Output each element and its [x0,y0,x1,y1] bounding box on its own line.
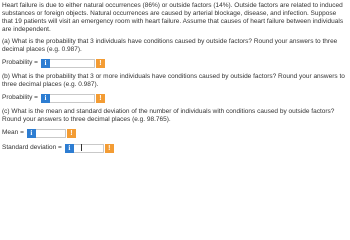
info-icon[interactable]: i [65,144,74,153]
probability-label-a: Probability = [2,59,38,66]
question-a: (a) What is the probability that 3 individuals have conditions caused by outside factors? Round your answers to three decimal places (e.g. 0.987). [2,38,338,53]
answer-row-b [2,93,348,103]
warning-icon[interactable]: ! [67,129,76,138]
question-b: (b) What is the probability that 3 or more individuals have conditions caused by outside factors? Round your answers to three decimal places (e.g. 0.987). [2,73,345,88]
standard-deviation-input[interactable] [74,144,104,153]
info-icon[interactable]: i [27,129,36,138]
answer-row-a [2,58,348,68]
mean-input[interactable] [36,129,66,138]
probability-input-a[interactable] [50,59,95,68]
warning-icon[interactable]: ! [96,59,105,68]
probability-input-b[interactable] [50,94,95,103]
mean-label: Mean = [2,129,24,136]
answer-row-sd [2,143,348,153]
info-icon[interactable]: i [41,59,50,68]
problem-intro: Heart failure is due to either natural occurrences (86%) or outside factors (14%). Outside factors are related to induced substances or foreign objects. Natural occurrences are caused by arterial blockage, disease, and infection. Suppose that 19 patients will visit an emergency room with heart failure. Assume that causes of heart failure between individuals are independent. [2,2,344,33]
answer-row-mean [2,128,348,138]
probability-label-b: Probability = [2,94,38,101]
warning-icon[interactable]: ! [96,94,105,103]
text-cursor [81,144,82,151]
standard-deviation-label: Standard deviation = [2,144,62,151]
warning-icon[interactable]: ! [105,144,114,153]
question-c: (c) What is the mean and standard deviation of the number of individuals with conditions caused by outside factors? Round your answers to three decimal places (e.g. 98.765). [2,108,335,123]
info-icon[interactable]: i [41,94,50,103]
